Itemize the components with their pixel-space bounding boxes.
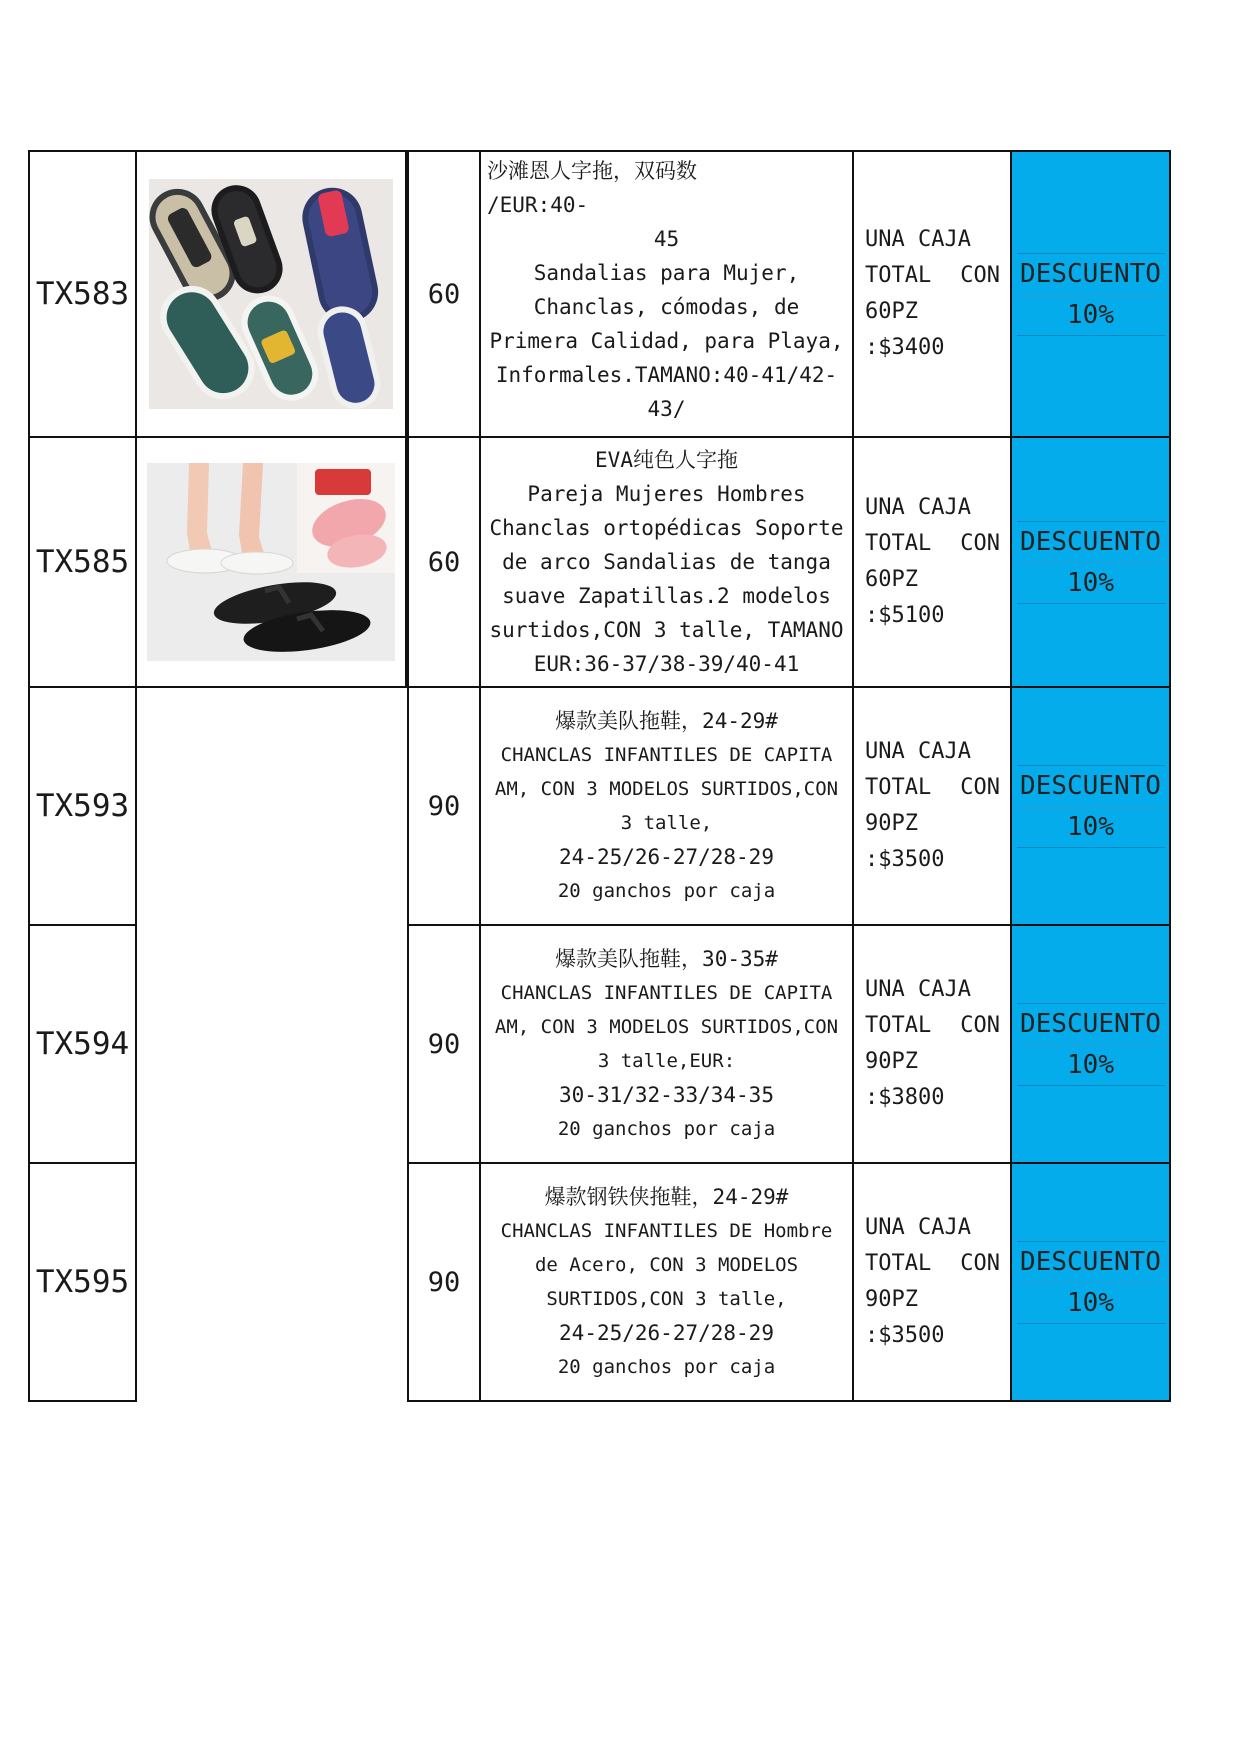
description-line: 3 talle,EUR: xyxy=(597,1050,736,1072)
eva-flip-flops-illustration xyxy=(147,463,395,661)
description-line: EUR:36-37/38-39/40-41 xyxy=(533,652,800,676)
box-line: UNA CAJA xyxy=(865,977,971,1002)
flip-flops-assorted-photo xyxy=(149,179,393,409)
description-line: surtidos,CON 3 talle, TAMANO xyxy=(489,618,844,642)
box-price xyxy=(852,436,1012,688)
table-row xyxy=(28,150,1171,438)
description-line: CHANCLAS INFANTILES DE Hombre xyxy=(500,1220,833,1242)
box-price-value: :$5100 xyxy=(865,603,945,628)
description-line: AM, CON 3 MODELOS SURTIDOS,CON xyxy=(494,1016,839,1038)
discount-cell xyxy=(1010,686,1171,926)
discount-label: DESCUENTO xyxy=(1020,526,1161,557)
description xyxy=(479,924,854,1164)
description-line: 爆款美队拖鞋，30-35# xyxy=(555,947,778,971)
discount-badge xyxy=(1017,1241,1165,1324)
discount-badge xyxy=(1017,765,1165,848)
description-line: 20 ganchos por caja xyxy=(557,880,776,902)
box-price-value: :$3800 xyxy=(865,1085,945,1110)
description-line: CHANCLAS INFANTILES DE CAPITA xyxy=(500,982,833,1004)
eva-flip-flops-photo xyxy=(147,463,395,661)
quantity: 90 xyxy=(407,924,481,1164)
product-code: TX585 xyxy=(28,436,137,688)
product-code: TX583 xyxy=(28,150,137,438)
description-line: de arco Sandalias de tanga xyxy=(502,550,831,574)
description-line: 爆款钢铁侠拖鞋，24-29# xyxy=(544,1185,789,1209)
discount-value: 10% xyxy=(1017,1282,1165,1323)
description-line: 24-25/26-27/28-29 xyxy=(559,1321,774,1345)
table-row xyxy=(28,436,1171,688)
description-line: 43/ xyxy=(647,397,686,421)
discount-cell xyxy=(1010,924,1171,1164)
description-line: 30-31/32-33/34-35 xyxy=(559,1083,774,1107)
product-code: TX595 xyxy=(28,1162,137,1402)
table-row xyxy=(28,686,1171,926)
box-line: UNA CAJA xyxy=(865,495,971,520)
description xyxy=(479,436,854,688)
product-code: TX594 xyxy=(28,924,137,1164)
description-line: suave Zapatillas.2 modelos xyxy=(502,584,831,608)
box-line: TOTAL CON xyxy=(865,263,1000,288)
flip-flops-illustration xyxy=(149,179,393,409)
discount-cell xyxy=(1010,1162,1171,1402)
description xyxy=(479,1162,854,1402)
box-price xyxy=(852,686,1012,926)
discount-value: 10% xyxy=(1017,562,1165,603)
description-line: 爆款美队拖鞋，24-29# xyxy=(555,709,778,733)
description-line: 24-25/26-27/28-29 xyxy=(559,845,774,869)
product-code: TX593 xyxy=(28,686,137,926)
box-pieces: 60PZ xyxy=(865,299,918,324)
box-line: TOTAL CON xyxy=(865,1013,1000,1038)
description-line: /EUR:40- xyxy=(487,193,589,217)
description xyxy=(479,150,854,438)
discount-value: 10% xyxy=(1017,294,1165,335)
discount-label: DESCUENTO xyxy=(1020,1246,1161,1277)
description-line: CHANCLAS INFANTILES DE CAPITA xyxy=(500,744,833,766)
product-image-cell xyxy=(135,150,407,438)
table-row xyxy=(28,1162,1171,1402)
box-price xyxy=(852,150,1012,438)
description-line: AM, CON 3 MODELOS SURTIDOS,CON xyxy=(494,778,839,800)
discount-label: DESCUENTO xyxy=(1020,258,1161,289)
discount-badge xyxy=(1017,253,1165,336)
description-line: 20 ganchos por caja xyxy=(557,1118,776,1140)
box-price xyxy=(852,1162,1012,1402)
discount-label: DESCUENTO xyxy=(1020,770,1161,801)
description-line: Primera Calidad, para Playa, xyxy=(489,329,844,353)
box-price xyxy=(852,924,1012,1164)
discount-cell xyxy=(1010,436,1171,688)
discount-cell xyxy=(1010,150,1171,438)
quantity: 60 xyxy=(407,150,481,438)
discount-value: 10% xyxy=(1017,1044,1165,1085)
box-pieces: 90PZ xyxy=(865,1287,918,1312)
box-pieces: 90PZ xyxy=(865,811,918,836)
box-price-value: :$3400 xyxy=(865,335,945,360)
description xyxy=(479,686,854,926)
box-pieces: 90PZ xyxy=(865,1049,918,1074)
box-price-value: :$3500 xyxy=(865,1323,945,1348)
discount-badge xyxy=(1017,1003,1165,1086)
discount-label: DESCUENTO xyxy=(1020,1008,1161,1039)
description-line: 沙滩恩人字拖，双码数 xyxy=(487,159,697,183)
quantity: 90 xyxy=(407,686,481,926)
discount-value: 10% xyxy=(1017,806,1165,847)
table-row xyxy=(28,924,1171,1164)
description-line: Chanclas ortopédicas Soporte xyxy=(489,516,844,540)
discount-badge xyxy=(1017,521,1165,604)
product-image-cell xyxy=(135,436,407,688)
description-line: Chanclas, cómodas, de xyxy=(533,295,800,319)
description-line: Sandalias para Mujer, xyxy=(533,261,800,285)
description-line: Informales.TAMANO:40-41/42- xyxy=(495,363,838,387)
box-line: TOTAL CON xyxy=(865,1251,1000,1276)
description-line: 3 talle, xyxy=(620,812,713,834)
description-line: 20 ganchos por caja xyxy=(557,1356,776,1378)
description-line: Pareja Mujeres Hombres xyxy=(527,482,806,506)
box-line: UNA CAJA xyxy=(865,1215,971,1240)
box-price-value: :$3500 xyxy=(865,847,945,872)
description-line: EVA纯色人字拖 xyxy=(595,448,738,472)
description-line: SURTIDOS,CON 3 talle, xyxy=(546,1288,787,1310)
box-line: TOTAL CON xyxy=(865,531,1000,556)
box-line: UNA CAJA xyxy=(865,739,971,764)
quantity: 60 xyxy=(407,436,481,688)
box-pieces: 60PZ xyxy=(865,567,918,592)
box-line: UNA CAJA xyxy=(865,227,971,252)
box-line: TOTAL CON xyxy=(865,775,1000,800)
description-line: 45 xyxy=(653,227,680,251)
description-line: de Acero, CON 3 MODELOS xyxy=(534,1254,799,1276)
quantity: 90 xyxy=(407,1162,481,1402)
